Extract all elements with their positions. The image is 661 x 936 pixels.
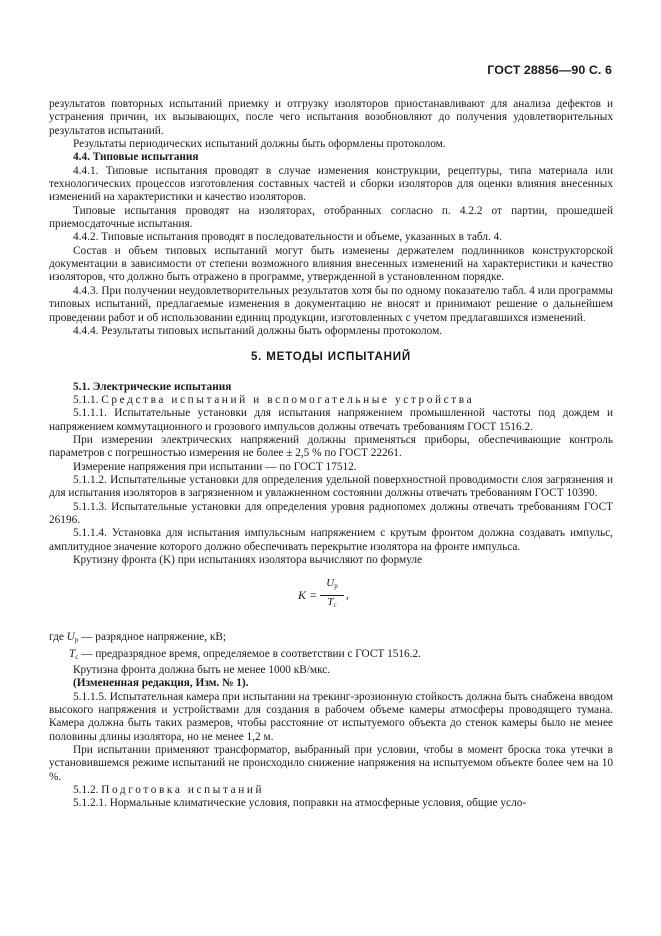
paragraph: 4.4.4. Результаты типовых испытаний должны быть оформлены протоколом.: [73, 324, 443, 337]
section-4-4-text: [49, 98, 613, 338]
paragraph: 5.1.1.2. Испытательные установки для определения удельной поверхностной проводимости слоя загрязнения и для испытания изоляторов в загрязненном и увлажненном состоянии должны отвечать требованиям ГОСТ 10390.: [49, 473, 613, 500]
paragraph: 4.4. Типовые испытания: [73, 151, 199, 164]
paragraph: При испытании применяют трансформатор, выбранный при условии, чтобы в момент броска тока утечки в установившемся режиме испытаний не происходило снижение напряжения на испытуемом объекте более чем на 10 %.: [49, 744, 613, 783]
formula: [49, 571, 613, 625]
page-header: ГОСТ 28856—90 С. 6: [487, 63, 612, 77]
paragraph: 4.4.3. При получении неудовлетворительных результатов хотя бы по одному показателю табл. 4 или программы типовых испытаний, предлагаемые изменения в документацию не вносят и принимают решение о дальнейшем проведении работ и об использовании единиц продукции, изготовленных с учетом предлагавшихся изменений.: [49, 284, 613, 324]
formula-intro: Крутизну фронта (K) при испытаниях изолятора вычисляют по формуле: [73, 554, 423, 566]
paragraph: Состав и объем типовых испытаний могут быть изменены держателем подлинников конструкторской документации в зависимости от степени возможного влияния внесенных изменений на характеристики и качество изоляторов, что должно быть отражено в программе, утвержденной в установленном порядке.: [49, 244, 613, 284]
section-5-1-text: [49, 381, 613, 568]
formula-numerator: $U_p$: [320, 577, 344, 595]
formula-denominator: $T_c$: [327, 595, 337, 609]
section-5-1-continued-text: [49, 664, 613, 811]
paragraph: Результаты периодических испытаний должны быть оформлены протоколом.: [73, 138, 446, 151]
paragraph: 5.1.2.1. Нормальные климатические условия, поправки на атмосферные условия, общие усло-: [73, 797, 527, 810]
paragraph: 5.1.2. Подготовка испытаний: [73, 784, 265, 797]
paragraph: 4.4.1. Типовые испытания проводят в случае изменения конструкции, рецептуры, типа материала или технологических процессов изготовления составных частей и сборки изоляторов для оценки влияния внесенных изменений на характеристики и качество изоляторов.: [49, 164, 613, 204]
page-content: [49, 98, 613, 811]
paragraph: 5.1.1.4. Установка для испытания импульсным напряжением с крутым фронтом должна создавать импульс, амплитудное значение которого должно обеспечивать перекрытие изолятора на фронте импульса.: [49, 527, 613, 553]
paragraph: 5.1.1.3. Испытательные установки для определения уровня радиопомех должны отвечать требованиям ГОСТ 26196.: [49, 500, 613, 526]
paragraph: Крутизна фронта должна быть не менее 1000 кВ/мкс.: [73, 664, 331, 677]
formula-legend-up: где $U_p$ — разрядное напряжение, кВ;: [49, 631, 227, 645]
paragraph: 5.1.1. Средства испытаний и вспомогательные устройства: [73, 393, 475, 406]
formula-fraction: [320, 577, 344, 612]
formula-comma: ,: [346, 589, 349, 602]
section-title: 5. МЕТОДЫ ИСПЫТАНИЙ: [250, 350, 412, 364]
paragraph: 5.1.1.1. Испытательные установки для испытания напряжением промышленной частоты под дождем и напряжением коммутационного и грозового импульсов должны отвечать требованиям ГОСТ 1516.2.: [49, 407, 613, 433]
paragraph: (Измененная редакция, Изм. № 1).: [73, 677, 249, 690]
paragraph: При измерении электрических напряжений должны применяться приборы, обеспечивающие контроль параметров с погрешностью измерения не более ± 2,5 % по ГОСТ 22261.: [49, 433, 613, 460]
paragraph: результатов повторных испытаний приемку и отгрузку изоляторов приостанавливают для анализа дефектов и устранения причин, их вызывающих, после чего испытания возобновляют до получения удовлетворительных результатов испытаний.: [49, 98, 613, 137]
paragraph: Измерение напряжения при испытании — по ГОСТ 17512.: [73, 460, 357, 473]
paragraph: 4.4.2. Типовые испытания проводят в последовательности и объеме, указанных в табл. 4.: [73, 231, 503, 244]
paragraph: 5.1. Электрические испытания: [73, 380, 232, 393]
paragraph: 5.1.1.5. Испытательная камера при испытании на трекинг-эрозионную стойкость должна быть снабжена вводом высокого напряжения и устройствами для создания в рабочем объеме камеры атмосферы проводящего тумана. Камера должна быть таких размеров, чтобы расстояние от испытуемого объекта до стенок камеры было не менее половины длины изолятора, но не менее 1,2 м.: [49, 690, 613, 743]
paragraph: Типовые испытания проводят на изоляторах, отобранных согласно п. 4.2.2 от партии, прошедшей приемосдаточные испытания.: [49, 204, 613, 231]
formula-legend-tc: $T_c$ — предразрядное время, определяемое в соответствии с ГОСТ 1516.2.: [69, 647, 421, 661]
formula-lhs: K =: [298, 588, 318, 603]
